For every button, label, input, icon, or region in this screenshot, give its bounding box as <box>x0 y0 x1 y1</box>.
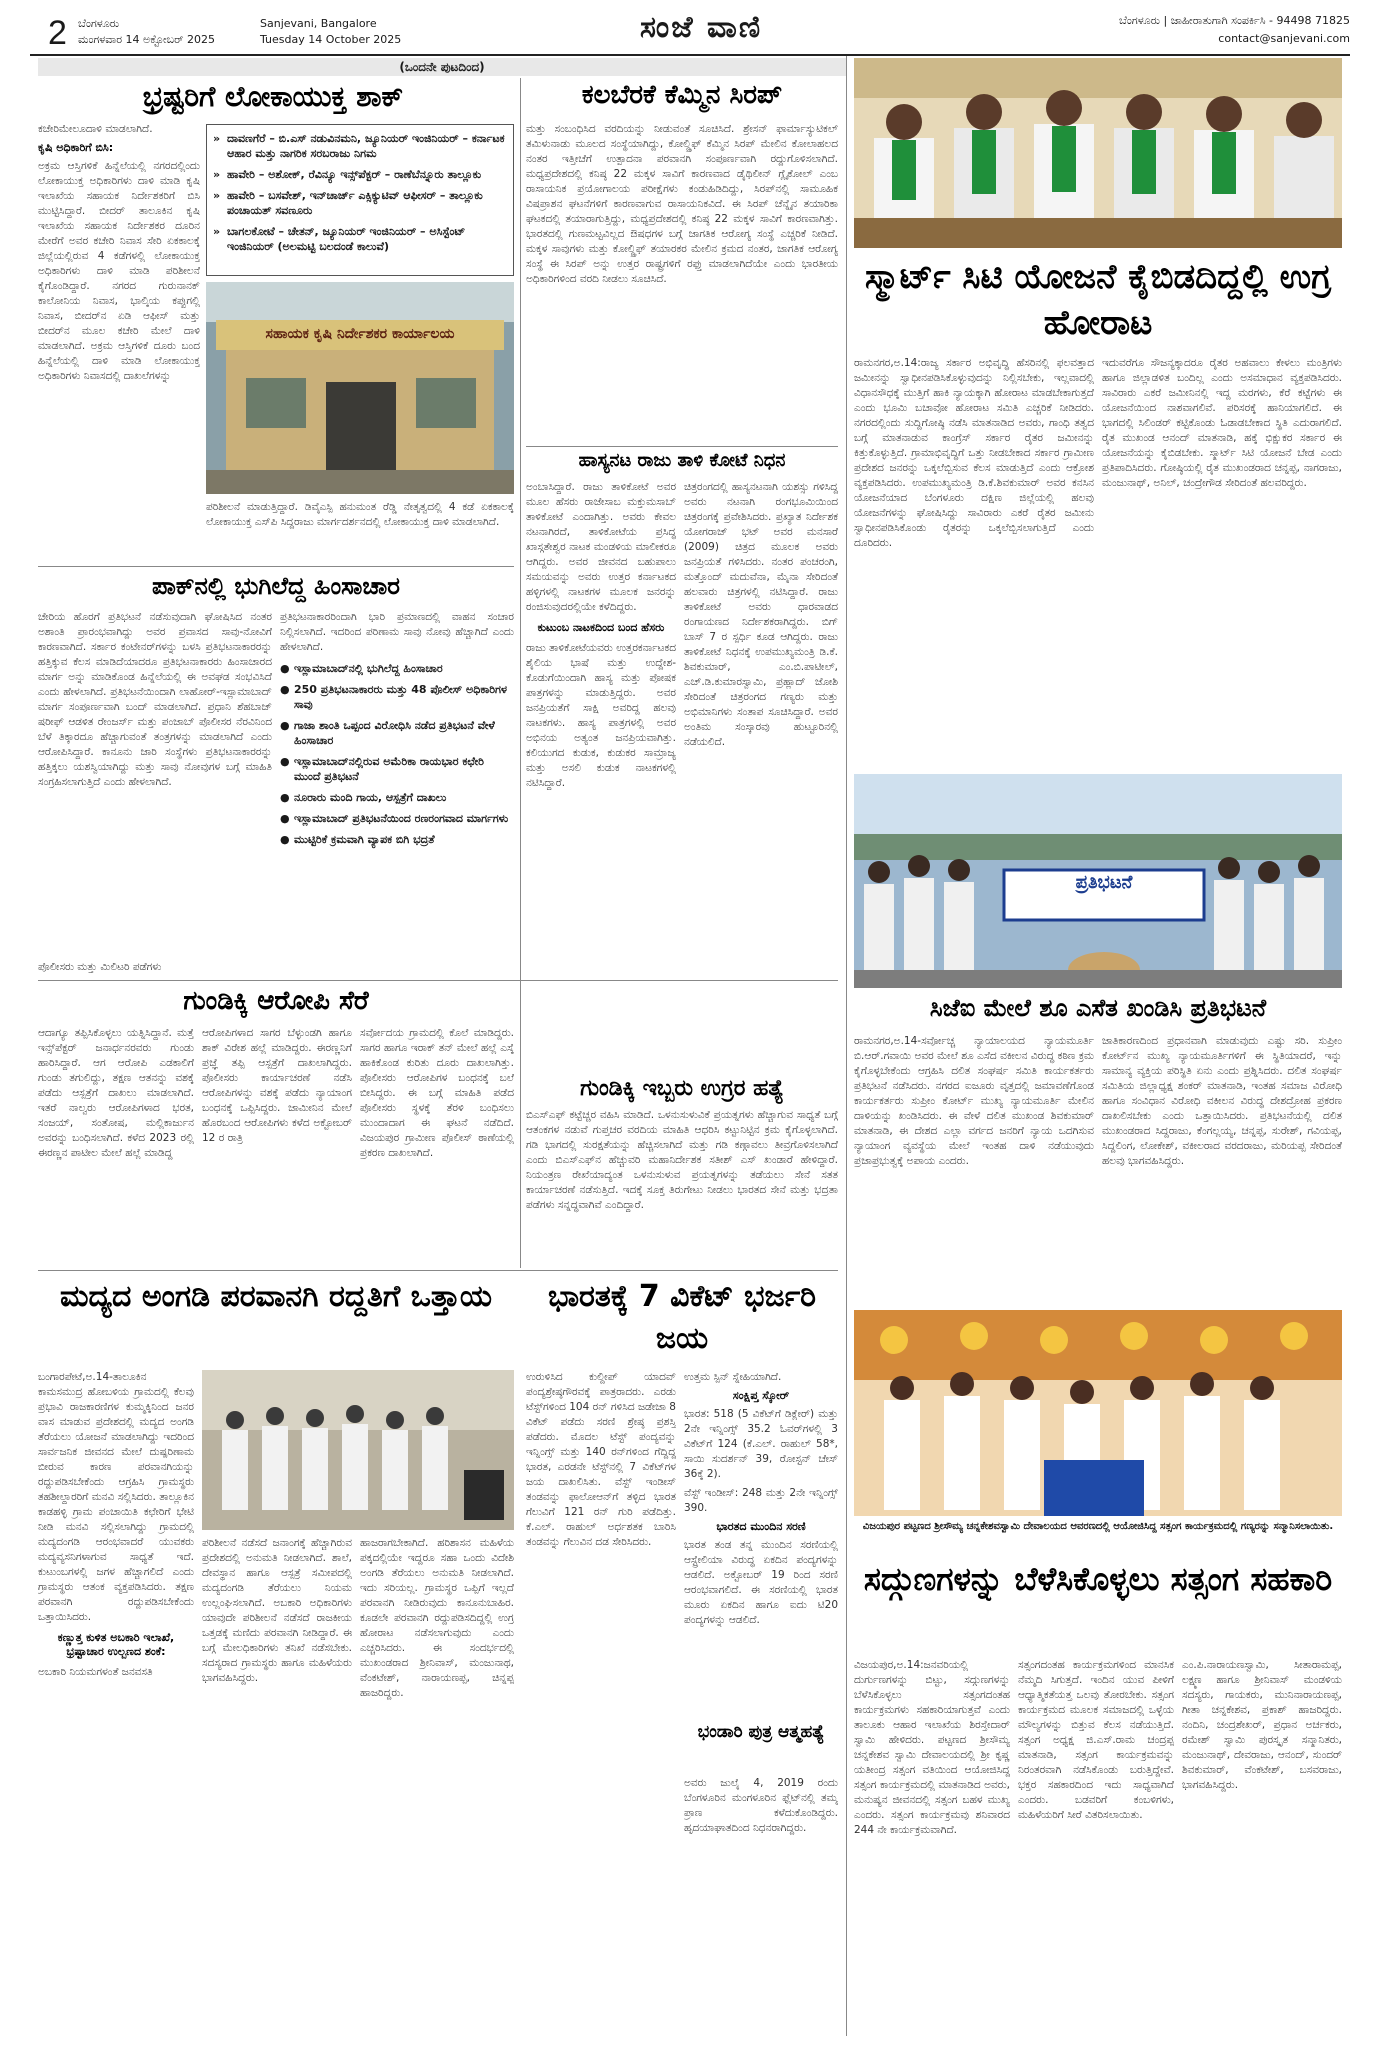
header-edition: Sanjevani, Bangalore <box>260 17 377 30</box>
satsanga-event-photo <box>854 1310 1342 1516</box>
divider <box>38 1270 838 1271</box>
cricket-subhead: ಭಾರತದ ಮುಂದಿನ ಸರಣಿ <box>716 1520 806 1533</box>
cricket-col-1 <box>526 1370 676 2030</box>
header-edition-date <box>260 16 401 48</box>
header-ad-contact: ಬೆಂಗಳೂರು | ಜಾಹೀರಾತುಗಾಗಿ ಸಂಪರ್ಕಿಸಿ - 94498 71825 <box>1118 14 1350 27</box>
pakistan-col-2 <box>280 610 514 966</box>
cricket-body-3: ಭಾರತ ತಂಡ ತನ್ನ ಮುಂದಿನ ಸರಣಿಯಲ್ಲಿ ಆಸ್ಟ್ರೇಲಿಯಾ ವಿರುದ್ಧ ಏಕದಿನ ಪಂದ್ಯಗಳನ್ನು ಆಡಲಿದೆ. ಅಕ್ಟೋಬರ್ 19 ರಿಂದ ಸರಣಿ ಆರಂಭವಾಗಲಿದೆ. ಈ ಸರಣಿಯಲ್ಲಿ ಭಾರತ ಮೂರು ಏಕದಿನ ಹಾಗೂ ಐದು ಟಿ20 ಪಂದ್ಯಗಳನ್ನು ಆಡಲಿದೆ. <box>684 1539 838 1626</box>
pakistan-bullet: ● ಮುಟ್ಟಿರಿಕೆ ಕ್ರಮವಾಗಿ ವ್ಯಾಪಕ ಬಿಗಿ ಭದ್ರತೆ <box>280 832 514 847</box>
cough-headline: ಕಲಬೆರಕೆ ಕೆಮ್ಮಿನ ಸಿರಪ್ <box>581 80 783 110</box>
liquor-protest-photo <box>202 1370 514 1530</box>
satsanga-col-1 <box>854 1658 1010 2030</box>
liquor-body-1: ಬಂಗಾರಪೇಟೆ,ಅ.14-ತಾಲೂಕಿನ ಕಾಮಸಮುದ್ರ ಹೋಬಳಿಯ ಗ್ರಾಮದಲ್ಲಿ ಕೆಲವು ಪ್ರಭಾವಿ ರಾಜಕಾರಣಿಗಳ ಕುಮ್ಮಕ್ಕಿನಿಂದ ಜನರ ವಾಸ ಮಾಡುವ ಪ್ರದೇಶದಲ್ಲಿ ಮದ್ಯದ ಅಂಗಡಿ ತೆರೆಯಲು ಯೋಜನೆ ಮಾಡಲಾಗಿದ್ದು ಇದರಿಂದ ಸಾರ್ವಜನಿಕ ಜೀವನದ ಮೇಲೆ ದುಷ್ಪರಿಣಾಮ ಬೀರುವ ಕಾರಣ ಪರವಾನಗಿಯನ್ನು ರದ್ದುಪಡಿಸಬೇಕೆಂದು ಆಗ್ರಹಿಸಿ ಗ್ರಾಮಸ್ಥರು ತಹಶೀಲ್ದಾರರಿಗೆ ಮನವಿ ಸಲ್ಲಿಸಿದರು. ತಾಲ್ಲೂಕಿನ ಕಾಡಹಳ್ಳಿ ಗ್ರಾಮ ಪಂಚಾಯಿತಿ ಕಛೇರಿಗೆ ಭೇಟಿ ನೀಡಿ ಮನವಿ ಸಲ್ಲಿಸಲಾಗಿದ್ದು ಗ್ರಾಮದಲ್ಲಿ ಮದ್ಯದಂಗಡಿ ಆರಂಭವಾದರೆ ಯುವಕರು ಮದ್ಯವ್ಯಸನಿಗಳಾಗುವ ಸಾಧ್ಯತೆ ಇದೆ. ಕುಟುಂಬಗಳಲ್ಲಿ ಜಗಳ ಹೆಚ್ಚಾಗಲಿದೆ ಎಂದು ಗ್ರಾಮಸ್ಥರು ಆತಂಕ ವ್ಯಕ್ತಪಡಿಸಿದರು. ತಕ್ಷಣ ಪರವಾನಗಿ ರದ್ದುಪಡಿಸಬೇಕೆಂದು ಒತ್ತಾಯಿಸಿದರು. <box>38 1371 194 1623</box>
cji-body-2: ಜಾತಿಕಾರಣದಿಂದ ಪ್ರಧಾನವಾಗಿ ಮಾಡುವುದು ಎಷ್ಟು ಸರಿ. ಸುಪ್ರೀಂ ಕೋರ್ಟ್‌ನ ಮುಖ್ಯ ನ್ಯಾಯಮೂರ್ತಿಗಳಿಗೆ ಈ ಸ್ಥಿತಿಯಾದರೆ, ಇನ್ನು ಸಾಮಾನ್ಯ ವ್ಯಕ್ತಿಯ ಪರಿಸ್ಥಿತಿ ಏನು ಎಂದು ಪ್ರಶ್ನಿಸಿದರು. ದಲಿತ ಸಂಘರ್ಷ ಸಮಿತಿಯ ಜಿಲ್ಲಾಧ್ಯಕ್ಷ ಶಂಕರ್ ಮಾತನಾಡಿ, ಇಂತಹ ಸಮಾಜ ವಿರೋಧಿ ಹಾಗೂ ಸಂವಿಧಾನ ವಿರೋಧಿ ವಕೀಲನ ವಿರುದ್ಧ ದೇಶದ್ರೋಹ ಪ್ರಕರಣ ದಾಖಲಿಸಬೇಕು ಎಂದು ಒತ್ತಾಯಿಸಿದರು. ಪ್ರತಿಭಟನೆಯಲ್ಲಿ ದಲಿತ ಮುಖಂಡರಾದ ಸಿದ್ದರಾಜು, ಕೆಂಗಲ್ಲಯ್ಯ, ಚನ್ನಪ್ಪ, ಸುರೇಶ್, ಗವಿಯಪ್ಪ, ಸಿದ್ದಲಿಂಗ, ಲೋಕೇಶ್, ವಕೀಲರಾದ ವರದರಾಜು, ಮರಿಯಪ್ಪ ಸೇರಿದಂತೆ ಹಲವು ಭಾಗವಹಿಸಿದ್ದರು. <box>1102 1035 1342 1167</box>
continued-kicker <box>38 58 846 76</box>
cough-body: ಮತ್ತು ಸಂಬಂಧಿಸಿದ ವರದಿಯನ್ನು ನೀಡುವಂತೆ ಸೂಚಿಸಿದೆ. ಶ್ರೇಸನ್ ಫಾರ್ಮಾಸ್ಯುಟಿಕಲ್ ತಮಿಳುನಾಡು ಮೂಲದ ಸಂಸ್ಥೆಯಾಗಿದ್ದು, ಕೋಲ್ಡ್ರಿಫ್ ಕೆಮ್ಮಿನ ಸಿರಪ್ ಮೇಲಿನ ಕೋಲಾಹಲದ ನಂತರ ಇತ್ತೀಚೆಗೆ ಉತ್ಪಾದನಾ ಪರವಾನಗಿ ಸಂಪೂರ್ಣವಾಗಿ ರದ್ದುಗೊಳಿಸಲಾಗಿದೆ. ಮಧ್ಯಪ್ರದೇಶದಲ್ಲಿ ಕನಿಷ್ಠ 22 ಮಕ್ಕಳ ಸಾವಿಗೆ ಕಾರಣವಾದ ಡೈಥಿಲೀನ್ ಗ್ಲೈಕೋಲ್ ಎಂಬ ರಾಸಾಯನಿಕ ಪ್ರಯೋಗಾಲಯ ಪರೀಕ್ಷೆಗಳು ಕಂಡುಹಿಡಿದಿದ್ದು, ಸಿರಪ್‌ನಲ್ಲಿ ಸಾಮೂಹಿಕ ವಿಷಪ್ರಾಶನ ಘಟನೆಗಳಿಗೆ ಕಾರಣವಾಗುವ ರಾಸಾಯನಿಕವಿದೆ. ಈ ಸಿರಪ್ ಚೆನ್ನೈನ ತಯಾರಿಕಾ ಘಟಕದಲ್ಲಿ ತಯಾರಾಗುತ್ತಿದ್ದು, ಮಧ್ಯಪ್ರದೇಶದಲ್ಲಿ ಕನಿಷ್ಠ 22 ಮಕ್ಕಳ ಸಾವಿಗೆ ಕಾರಣವಾಗಿತ್ತು. ಭಾರತದಲ್ಲಿ ಗುಣಮಟ್ಟವಿಲ್ಲದ ಔಷಧಗಳ ಬಗ್ಗೆ ಜಾಗತಿಕ ಆರೋಗ್ಯ ಸಂಸ್ಥೆ ಎಚ್ಚರಿಕೆ ನೀಡಿದೆ. ಮಕ್ಕಳ ಸಾವುಗಳು ಮತ್ತು ಕೋಲ್ಡ್ರಿಫ್ ತಯಾರಕರ ಮೇಲಿನ ಕ್ರಮದ ನಂತರ, ಜಾಗತಿಕ ಆರೋಗ್ಯ ಸಂಸ್ಥೆ ಈ ಸಿರಪ್ ಅನ್ನು ಉತ್ತರ ರಾಷ್ಟ್ರಗಳಿಗೆ ರಫ್ತು ಮಾಡಲಾಗಿದೆಯೇ ಎಂದು ಭಾರತೀಯ ಅಧಿಕಾರಿಗಳಿಂದ ವರದಿ ನೀಡಲು ಸೂಚಿಸಿದೆ. <box>526 123 838 285</box>
column-divider <box>520 78 521 1268</box>
cricket-score-2: ವೆಸ್ಟ್ ಇಂಡೀಸ್: 248 ಮತ್ತು 2ನೇ ಇನ್ನಿಂಗ್ಸ್ 390. <box>684 1487 838 1514</box>
satsanga-body-1: ವಿಜಯಪುರ,ಅ.14:ಜನವರಿಯಲ್ಲಿ ದುರ್ಗುಣಗಳನ್ನು ಬಿಟ್ಟು, ಸದ್ಗುಣಗಳನ್ನು ಬೆಳೆಸಿಕೊಳ್ಳಲು ಸತ್ಸಂಗದಂತಹ ಕಾರ್ಯಕ್ರಮಗಳು ಸಹಕಾರಿಯಾಗುತ್ತವೆ ಎಂದು ತಾಲೂಕು ಆಹಾರ ಇಲಾಖೆಯ ಶಿರಸ್ತೇದಾರ್ ಸ್ವಾಮಿ ಹೇಳಿದರು. ಪಟ್ಟಣದ ಶ್ರೀಸೌಮ್ಯ ಚನ್ನಕೇಶವ ಸ್ವಾಮಿ ದೇವಾಲಯದಲ್ಲಿ ಶ್ರೀ ಕೃಷ್ಣ ಯತೀಂದ್ರ ಸತ್ಸಂಗ ವತಿಯಿಂದ ಆಯೋಜಿಸಿದ್ದ ಸತ್ಸಂಗ ಕಾರ್ಯಕ್ರಮದಲ್ಲಿ ಮಾತನಾಡಿದ ಅವರು, ಮನುಷ್ಯನ ಜೀವನದಲ್ಲಿ ಸತ್ಸಂಗ ಬಹಳ ಮುಖ್ಯ ಎಂದರು. ಸತ್ಸಂಗ ಕಾರ್ಯಕ್ರಮವು ಶನಿವಾರದ 244 ನೇ ಕಾರ್ಯಕ್ರಮವಾಗಿದೆ. <box>854 1659 1010 1836</box>
gundikki-col-3 <box>360 1026 514 1266</box>
smartcity-body-1: ರಾಮನಗರ,ಅ.14:ರಾಜ್ಯ ಸರ್ಕಾರ ಅಭಿವೃದ್ಧಿ ಹೆಸರಿನಲ್ಲಿ ಫಲವತ್ತಾದ ಜಮೀನನ್ನು ಸ್ವಾಧೀನಪಡಿಸಿಕೊಳ್ಳುವುದನ್ನು ನಿಲ್ಲಿಸಬೇಕು, ಇಲ್ಲವಾದಲ್ಲಿ ವಿಧಾನಸೌಧಕ್ಕೆ ಮುತ್ತಿಗೆ ಹಾಕಿ ನ್ಯಾಯಕ್ಕಾಗಿ ಹೋರಾಟ ಮಾಡಬೇಕಾಗುತ್ತದೆ ಎಂದು ಭೂಮಿ ಬಚಾವೋ ಹೋರಾಟ ಸಮಿತಿ ಎಚ್ಚರಿಕೆ ನೀಡಿದರು. ನಗರದಲ್ಲಿಂದು ಸುದ್ದಿಗೋಷ್ಠಿ ನಡೆಸಿ ಮಾತನಾಡಿದ ಅವರು, ಗಾಂಧಿ ತತ್ವದ ಬಗ್ಗೆ ಮಾತನಾಡುವ ಕಾಂಗ್ರೆಸ್ ಸರ್ಕಾರ ರೈತರ ಜಮೀನನ್ನು ಕಿತ್ತುಕೊಳ್ಳುತ್ತಿದೆ. ಗ್ರಾಮಾಭಿವೃದ್ಧಿಗೆ ಒತ್ತು ನೀಡಬೇಕಾದ ಸರ್ಕಾರ ಗ್ರಾಮೀಣ ಪ್ರದೇಶದ ಜನರನ್ನು ಒಕ್ಕಲೆಬ್ಬಿಸುವ ಕೆಲಸ ಮಾಡುತ್ತಿದೆ ಎಂದು ಆಕ್ರೋಶ ವ್ಯಕ್ತಪಡಿಸಿದರು. ಉಪಮುಖ್ಯಮಂತ್ರಿ ಡಿ.ಕೆ.ಶಿವಕುಮಾರ್ ಅವರ ಕನಸಿನ ಯೋಜನೆಯಾದ ಬೆಂಗಳೂರು ದಕ್ಷಿಣ ಜಿಲ್ಲೆಯಲ್ಲಿ ಹಲವು ಯೋಜನೆಗಳನ್ನು ಘೋಷಿಸಿದ್ದು ಸಾವಿರಾರು ಎಕರೆ ರೈತರ ಜಮೀನು ಸ್ವಾಧೀನಪಡಿಸಿಕೊಂಡು ರೈತರನ್ನು ಒಕ್ಕಲೆಬ್ಬಿಸಲಾಗುತ್ತಿದೆ ಎಂದು ದೂರಿದರು. <box>854 357 1094 549</box>
gundikki-murder-headline: ಗುಂಡಿಕ್ಕಿ ಇಬ್ಬರು ಉಗ್ರರ ಹತ್ಯೆ <box>580 1076 784 1101</box>
comedian-headline: ಹಾಸ್ಯನಟ ರಾಜು ತಾಳಿ ಕೋಟೆ ನಿಧನ <box>578 450 786 471</box>
cricket-score-1: ಭಾರತ: 518 (5 ವಿಕೆಟ್‌ಗೆ ಡಿಕ್ಲೇರ್) ಮತ್ತು 2ನೇ ಇನ್ನಿಂಗ್ಸ್ 35.2 ಓವರ್‌ಗಳಲ್ಲಿ 3 ವಿಕೆಟ್‌ಗೆ 124 (ಕೆ.ಎಲ್. ರಾಹುಲ್ 58*, ಸಾಯಿ ಸುದರ್ಶನ್ 39, ರೋಸ್ಟನ್ ಚೇಸ್ 36ಕ್ಕೆ 2). <box>684 1408 838 1480</box>
page-number: 2 <box>48 14 67 52</box>
raid-item: » ಹಾವೇರಿ – ಬಸವೇಶ್, ಇನ್‌ಚಾರ್ಜ್ ಎಕ್ಸಿಕ್ಯುಟಿವ್ ಆಫೀಸರ್ – ತಾಲ್ಲೂಕು ಪಂಚಾಯತ್ ಸವಣೂರು <box>213 188 507 218</box>
raid-item: » ಹಾವೇರಿ – ಅಶೋಕ್, ರೆವಿನ್ಯೂ ಇನ್ಸ್‌ಪೆಕ್ಟರ್ – ರಾಣೆಬೆನ್ನೂರು ತಾಲ್ಲೂಕು <box>213 167 507 182</box>
cough-body-col <box>526 122 838 442</box>
liquor-col-2 <box>202 1536 352 2030</box>
header-contact <box>1119 12 1350 48</box>
column-divider <box>846 56 847 2036</box>
cji-body-1: ರಾಮನಗರ,ಅ.14-ಸರ್ವೋಚ್ಚ ನ್ಯಾಯಾಲಯದ ನ್ಯಾಯಮೂರ್ತಿ ಬಿ.ಆರ್.ಗವಾಯಿ ಅವರ ಮೇಲೆ ಶೂ ಎಸೆದ ವಕೀಲನ ವಿರುದ್ಧ ಕಠಿಣ ಕ್ರಮ ಕೈಗೊಳ್ಳಬೇಕೆಂದು ಆಗ್ರಹಿಸಿ ದಲಿತ ಸಂಘರ್ಷ ಸಮಿತಿ ಕಾರ್ಯಕರ್ತರು ಪ್ರತಿಭಟನೆ ನಡೆಸಿದರು. ನಗರದ ಐಜೂರು ವೃತ್ತದಲ್ಲಿ ಜಮಾವಣೆಗೊಂಡ ಕಾರ್ಯಕರ್ತರು ಸುಪ್ರೀಂ ಕೋರ್ಟ್ ಮುಖ್ಯ ನ್ಯಾಯಮೂರ್ತಿ ಮೇಲಿನ ದಾಳಿಯನ್ನು ಖಂಡಿಸಿದರು. ಈ ವೇಳೆ ದಲಿತ ಮುಖಂಡ ಶಿವಕುಮಾರ್ ಮಾತನಾಡಿ, ಈ ದೇಶದ ಎಲ್ಲಾ ವರ್ಗದ ಜನರಿಗೆ ನ್ಯಾಯ ಒದಗಿಸುವ ನ್ಯಾಯಾಂಗ ವ್ಯವಸ್ಥೆಯ ಮೇಲೆ ಇಂತಹ ದಾಳಿ ನಡೆಯುವುದು ಪ್ರಜಾಪ್ರಭುತ್ವಕ್ಕೆ ಅಪಾಯ ಎಂದರು. <box>854 1035 1094 1167</box>
comedian-body-2: ರಾಜು ತಾಳಿಕೋಟೆಯವರು ಉತ್ತರಕರ್ನಾಟಕದ ಶೈಲಿಯ ಭಾಷೆ ಮತ್ತು ಉದ್ದೇಶ-ಕೊಡುಗೆಯಿಂದಾಗಿ ಹಾಸ್ಯ ಮತ್ತು ಪೋಷಕ ಪಾತ್ರಗಳನ್ನು ಮಾಡುತ್ತಿದ್ದರು. ಅವರ ಜನಪ್ರಿಯತೆಗೆ ಸಾಕ್ಷಿ ಅವರಿದ್ದ ಹಲವು ನಾಟಕಗಳು. ಹಾಸ್ಯ ಪಾತ್ರಗಳಲ್ಲಿ ಅವರ ಅಭಿನಯ ಅತ್ಯಂತ ಜನಪ್ರಿಯವಾಗಿತ್ತು. ಕಲಿಯುಗದ ಕುಡುಕ, ಕುಡುಕರ ಸಾಮ್ರಾಜ್ಯ ಮತ್ತು ಅಸಲಿ ಕುಡುಕ ನಾಟಕಗಳಲ್ಲಿ ನಟಿಸಿದ್ದಾರೆ. <box>526 642 676 789</box>
lokayukta-col-1 <box>38 122 200 562</box>
cji-protest-photo <box>854 774 1342 988</box>
comedian-body-1: ಅಂಬಾಸಿದ್ದಾರೆ. ರಾಜು ತಾಳಿಕೋಟೆ ಅವರ ಮೂಲ ಹೆಸರು ರಾಜೇಸಾಬ ಮಕ್ತುಮಸಾಬ್ ತಾಳಿಕೋಟೆ ಎಂದಾಗಿತ್ತು. ಅವರು ಕೇವಲ ನಟನಾಗಿರದೆ, ತಾಳಿಕೋಟೆಯ ಪ್ರಸಿದ್ಧ ಖಾಸ್ಗತೇಶ್ವರ ನಾಟಕ ಮಂಡಳಿಯ ಮಾಲೀಕರೂ ಆಗಿದ್ದರು. ಅವರ ಜೀವನದ ಬಹುಪಾಲು ಸಮಯವನ್ನು ಅವರು ಉತ್ತರ ಕರ್ನಾಟಕದ ಹಳ್ಳಿಗಳಲ್ಲಿ ನಾಟಕಗಳ ಮೂಲಕ ಜನರನ್ನು ರಂಜಿಸುವುದರಲ್ಲಿಯೇ ಕಳೆದಿದ್ದರು. <box>526 481 676 613</box>
pakistan-bullet: ● ನೂರಾರು ಮಂದಿ ಗಾಯ, ಆಸ್ಪತ್ರೆಗೆ ದಾಖಲು <box>280 790 514 805</box>
lokayukta-col-2 <box>206 500 514 562</box>
pakistan-body-2: ಪ್ರತಿಭಟನಾಕಾರರಿಂದಾಗಿ ಭಾರಿ ಪ್ರಮಾಣದಲ್ಲಿ ವಾಹನ ಸಂಚಾರ ನಿಲ್ಲಿಸಲಾಗಿದೆ. ಇದರಿಂದ ಪರಿಣಾಮ ಸಾವು ನೋವು ಹೆಚ್ಚಾಗಿದೆ ಎಂದು ಹೇಳಲಾಗಿದೆ. <box>280 611 514 653</box>
cricket-body-2: ಉತ್ತಮ ಸ್ಪಿನ್ ಸ್ನೇಹಿಯಾಗಿದೆ. <box>684 1371 782 1383</box>
lokayukta-body-2: ಪರಿಶೀಲನೆ ಮಾಡುತ್ತಿದ್ದಾರೆ. ಡಿವೈಎಸ್ಪಿ ಹನುಮಂತ ರೆಡ್ಡಿ ನೇತೃತ್ವದಲ್ಲಿ 4 ಕಡೆ ಏಕಕಾಲಕ್ಕೆ ಲೋಕಾಯುಕ್ತ ಎಸ್‌ಪಿ ಸಿದ್ದರಾಜು ಮಾರ್ಗದರ್ಶನದಲ್ಲಿ ಲೋಕಾಯುಕ್ತ ದಾಳಿ ಮಾಡಲಾಗಿದೆ. <box>206 501 514 528</box>
liquor-subhead: ಕಣ್ಣುತ್ತ ಕುಳಿತ ಅಬಕಾರಿ ಇಲಾಖೆ, ಭ್ರಷ್ಟಾಚಾರ ಉಲ್ಬಣದ ಶಂಕೆ: <box>57 1631 175 1658</box>
smartcity-body-2: ಇದುವರೆಗೂ ಸೌಜನ್ಯಕ್ಕಾದರೂ ರೈತರ ಅಹವಾಲು ಕೇಳಲು ಮಂತ್ರಿಗಳು ಹಾಗೂ ಜಿಲ್ಲಾಡಳಿತ ಬಂದಿಲ್ಲ ಎಂದು ಅಸಮಾಧಾನ ವ್ಯಕ್ತಪಡಿಸಿದರು. ಸಾವಿರಾರು ಎಕರೆ ಜಮೀನಿನಲ್ಲಿ ಇದ್ದ ಮರಗಳು, ಕೆರೆ ಕಟ್ಟೆಗಳು ಈ ಯೋಜನೆಯಿಂದ ನಾಶವಾಗಲಿವೆ. ಪರಿಸರಕ್ಕೆ ಹಾನಿಯಾಗಲಿದೆ. ಈ ಭಾಗದಲ್ಲಿ ಸಿಲಿಂಡರ್ ಕಟ್ಟಿಕೊಂಡು ಓಡಾಡಬೇಕಾದ ಸ್ಥಿತಿ ಎದುರಾಗಲಿದೆ. ರೈತ ಮುಖಂಡ ಆನಂದ್ ಮಾತನಾಡಿ, ಹಕ್ಕೆ ಭಿಕ್ಷುಕರ ಸರ್ಕಾರ ಈ ಯೋಜನೆಯನ್ನು ಕೈಬಿಡಬೇಕು. ಸ್ಮಾರ್ಟ್ ಸಿಟಿ ಯೋಜನೆ ಬೇಡ ಎಂದು ಪ್ರತಿಪಾದಿಸಿದರು. ಗೋಷ್ಠಿಯಲ್ಲಿ ರೈತ ಮುಖಂಡರಾದ ಚನ್ನಪ್ಪ, ನಾಗರಾಜು, ಮಂಜುನಾಥ್, ಅನಿಲ್, ಚಂದ್ರೇಗೌಡ ಸೇರಿದಂತೆ ಹಲವರಿದ್ದರು. <box>1102 357 1342 489</box>
divider <box>526 446 838 447</box>
lokayukta-intro: ಕಚೇರಿಮೇಲೂದಾಳಿ ಮಾಡಲಾಗಿದೆ. <box>38 123 153 135</box>
satsanga-col-2 <box>1018 1658 1174 2030</box>
raid-item: » ದಾವಣಗೆರೆ – ಬಿ.ಎಸ್ ನಡುವಿನಮನಿ, ಜ್ಯೂನಿಯರ್ ಇಂಜಿನಿಯರ್ – ಕರ್ನಾಟಕ ಆಹಾರ ಮತ್ತು ನಾಗರಿಕ ಸರಬರಾಜು ನಿಗಮ <box>213 131 507 161</box>
header-city-date <box>78 16 215 48</box>
pakistan-bullet: ● ಇಸ್ಲಾಮಾಬಾದ್ ಪ್ರತಿಭಟನೆಯಿಂದ ರಣರಂಗವಾದ ಮಾರ್ಗಗಳು <box>280 811 514 826</box>
pakistan-bullet: ● ಇಸ್ಲಾಮಾಬಾದ್‌ನಲ್ಲಿ ಭುಗಿಲೆದ್ದ ಹಿಂಸಾಚಾರ <box>280 661 514 676</box>
lokayukta-raid-list <box>206 124 514 276</box>
cricket-body-1: ಉರುಳಿಸಿದ ಕುಲ್ದೀಪ್ ಯಾದವ್ ಪಂದ್ಯಶ್ರೇಷ್ಠಗೌರವಕ್ಕೆ ಪಾತ್ರರಾದರು. ಎರಡು ಟೆಸ್ಟ್‌ಗಳಿಂದ 104 ರನ್ ಗಳಿಸಿದ ಜಡೇಜಾ 8 ವಿಕೆಟ್ ಪಡೆದು ಸರಣಿ ಶ್ರೇಷ್ಠ ಪ್ರಶಸ್ತಿ ಪಡೆದರು. ಮೊದಲ ಟೆಸ್ಟ್ ಪಂದ್ಯವನ್ನು ಇನ್ನಿಂಗ್ಸ್ ಮತ್ತು 140 ರನ್‌ಗಳಿಂದ ಗೆದ್ದಿದ್ದ ಭಾರತ, ಎರಡನೇ ಟೆಸ್ಟ್‌ನಲ್ಲಿ 7 ವಿಕೆಟ್‌ಗಳ ಜಯ ದಾಖಲಿಸಿತು. ವೆಸ್ಟ್ ಇಂಡೀಸ್ ತಂಡವನ್ನು ಫಾಲೋಆನ್‌ಗೆ ತಳ್ಳಿದ ಭಾರತ ಗೆಲುವಿಗೆ 121 ರನ್ ಗುರಿ ಪಡೆದಿತ್ತು. ಕೆ.ಎಲ್. ರಾಹುಲ್ ಅರ್ಧಶತಕ ಬಾರಿಸಿ ತಂಡವನ್ನು ಗೆಲುವಿನ ದಡ ಸೇರಿಸಿದರು. <box>526 1371 676 1548</box>
lokayukta-headline: ಭ್ರಷ್ಟರಿಗೆ ಲೋಕಾಯುಕ್ತ ಶಾಕ್ <box>142 80 404 113</box>
liquor-headline: ಮದ್ಯದ ಅಂಗಡಿ ಪರವಾನಗಿ ರದ್ದತಿಗೆ ಒತ್ತಾಯ <box>59 1279 493 1314</box>
cji-headline: ಸಿಜೆಐ ಮೇಲೆ ಶೂ ಎಸೆತ ಖಂಡಿಸಿ ಪ್ರತಿಭಟನೆ <box>929 994 1267 1022</box>
comedian-col-1 <box>526 480 676 974</box>
comedian-body-3: ಚಿತ್ರರಂಗದಲ್ಲಿ ಹಾಸ್ಯನಟನಾಗಿ ಯಶಸ್ಸು ಗಳಿಸಿದ್ದ ಅವರು ನಟನಾಗಿ ರಂಗಭೂಮಿಯಿಂದ ಚಿತ್ರರಂಗಕ್ಕೆ ಪ್ರವೇಶಿಸಿದರು. ಪ್ರಖ್ಯಾತ ನಿರ್ದೇಶಕ ಯೋಗರಾಜ್ ಭಟ್ ಅವರ ಮನಸಾರೆ (2009) ಚಿತ್ರದ ಮೂಲಕ ಅವರು ಜನಪ್ರಿಯತೆ ಗಳಿಸಿದರು. ನಂತರ ಪಂಚರಂಗಿ, ಮತ್ತೊಂದ್ ಮದುವೆನಾ, ಮೈನಾ ಸೇರಿದಂತೆ ಹಲವಾರು ಚಿತ್ರಗಳಲ್ಲಿ ನಟಿಸಿದ್ದಾರೆ. ರಾಜು ತಾಳಿಕೋಟೆ ಅವರು ಧಾರವಾಡದ ರಂಗಾಯಣದ ನಿರ್ದೇಶಕರಾಗಿದ್ದರು. ಬಿಗ್ ಬಾಸ್ 7 ರ ಸ್ಪರ್ಧಿ ಕೂಡ ಆಗಿದ್ದರು. ರಾಜು ತಾಳಿಕೋಟೆ ನಿಧನಕ್ಕೆ ಉಪಮುಖ್ಯಮಂತ್ರಿ ಡಿ.ಕೆ. ಶಿವಕುಮಾರ್, ಎಂ.ಬಿ.ಪಾಟೀಲ್, ಎಚ್.ಡಿ.ಕುಮಾರಸ್ವಾಮಿ, ಪ್ರಹ್ಲಾದ್ ಜೋಶಿ ಸೇರಿದಂತೆ ಚಿತ್ರರಂಗದ ಗಣ್ಯರು ಮತ್ತು ಅಭಿಮಾನಿಗಳು ಸಂತಾಪ ಸೂಚಿಸಿದ್ದಾರೆ. ಅವರ ಅಂತಿಮ ಸಂಸ್ಕಾರವು ಹುಟ್ಟೂರಿನಲ್ಲಿ ನಡೆಯಲಿದೆ. <box>684 481 838 748</box>
cricket-headline: ಭಾರತಕ್ಕೆ 7 ವಿಕೆಟ್ ಭರ್ಜರಿ ಜಯ <box>547 1279 817 1356</box>
lokayukta-subhead: ಕೃಷಿ ಅಧಿಕಾರಿಗೆ ಬಿಸಿ: <box>38 141 114 154</box>
satsanga-col-3 <box>1182 1658 1342 2030</box>
header-date-kn: ಮಂಗಳವಾರ 14 ಅಕ್ಟೋಬರ್ 2025 <box>78 33 215 46</box>
liquor-col-1 <box>38 1370 194 2030</box>
divider <box>38 980 838 981</box>
satsanga-photo-caption: ವಿಜಯಪುರ ಪಟ್ಟಣದ ಶ್ರೀಸೌಮ್ಯ ಚನ್ನಕೇಶವಸ್ವಾಮಿ ದೇವಾಲಯದ ಆವರಣದಲ್ಲಿ ಆಯೋಜಿಸಿದ್ದ ಸತ್ಸಂಗ ಕಾರ್ಯಕ್ರಮದಲ್ಲಿ ಗಣ್ಯರನ್ನು ಸನ್ಮಾನಿಸಲಾಯಿತು. <box>862 1521 1334 1532</box>
cji-col-2 <box>1102 1034 1342 1304</box>
gundikki-body-1: ಆದಾಗ್ಯೂ ತಪ್ಪಿಸಿಕೊಳ್ಳಲು ಯತ್ನಿಸಿದ್ದಾನೆ. ಮತ್ತೆ ಇನ್ಸ್‌ಪೆಕ್ಟರ್ ಜನಾರ್ಧನರವರು ಗುಂಡು ಹಾರಿಸಿದ್ದಾರೆ. ಆಗ ಆರೋಪಿ ಎಡಕಾಲಿಗೆ ಗುಂಡು ತಗುಲಿದ್ದು, ತಕ್ಷಣ ಆತನನ್ನು ವಶಕ್ಕೆ ಪಡೆದು ಆಸ್ಪತ್ರೆಗೆ ದಾಖಲು ಮಾಡಲಾಗಿದೆ. ಇತರೆ ನಾಲ್ವರು ಆರೋಪಿಗಳಾದ ಭರತ, ಸಂಜಯ್, ಸಂತೋಷ, ಮಲ್ಲಿಕಾರ್ಜುನ ಅವರನ್ನು ಬಂಧಿಸಲಾಗಿದೆ. ಕಳೆದ 2023 ರಲ್ಲಿ ಈರಣ್ಣನ ಪಾಟೀಲ ಮೇಲೆ ಹಲ್ಲೆ ಮಾಡಿದ್ದ <box>38 1027 194 1159</box>
liquor-col-3 <box>360 1536 514 2030</box>
farmers-press-photo <box>854 58 1342 248</box>
pakistan-col-1 <box>38 610 272 966</box>
bhandari-body: ಅವರು ಜುಲೈ 4, 2019 ರಂದು ಬೆಂಗಳೂರಿನ ಮಂಗಳೂರಿನ ಫ್ಲೆಟ್‌ನಲ್ಲಿ ತಮ್ಮ ಪ್ರಾಣ ಕಳೆದುಕೊಂಡಿದ್ದರು. ಹೃದಯಾಘಾತದಿಂದ ನಿಧನರಾಗಿದ್ದರು. <box>684 1777 838 1834</box>
satsanga-headline: ಸದ್ಗುಣಗಳನ್ನು ಬೆಳೆಸಿಕೊಳ್ಳಲು ಸತ್ಸಂಗ ಸಹಕಾರಿ <box>863 1560 1333 1598</box>
comedian-col-2 <box>684 480 838 974</box>
header-email[interactable]: contact@sanjevani.com <box>1218 32 1350 45</box>
divider <box>38 566 514 567</box>
office-signboard: ಸಹಾಯಕ ಕೃಷಿ ನಿರ್ದೇಶಕರ ಕಾರ್ಯಾಲಯ <box>265 326 455 342</box>
header-date-en: Tuesday 14 October 2025 <box>260 33 402 46</box>
gundikki-body-3: ಸರ್ವೋದಯ ಗ್ರಾಮದಲ್ಲಿ ಕೊಲೆ ಮಾಡಿದ್ದರು. ಸಾಗರ ಹಾಗೂ ಇರಾಕ್ ತನ್ ಮೇಲೆ ಹಲ್ಲೆ ಎಸ್ಕೆ ಹಾಕಿಕೊಂಡ ಕುರಿತು ದೂರು ದಾಖಲಾಗಿತ್ತು. ಪೊಲೀಸರು ಆರೋಪಿಗಳ ಬಂಧನಕ್ಕೆ ಬಲೆ ಬೀಸಿದ್ದರು. ಈ ಬಗ್ಗೆ ಮಾಹಿತಿ ಪಡೆದ ಪೊಲೀಸರು ಸ್ಥಳಕ್ಕೆ ತೆರಳಿ ಬಂಧಿಸಲು ಮುಂದಾದಾಗ ಈ ಘಟನೆ ನಡೆದಿದೆ. ವಿಜಯಪುರ ಗ್ರಾಮೀಣ ಪೊಲೀಸ್ ಠಾಣೆಯಲ್ಲಿ ಪ್ರಕರಣ ದಾಖಲಾಗಿದೆ. <box>360 1027 514 1159</box>
smartcity-headline: ಸ್ಮಾರ್ಟ್ ಸಿಟಿ ಯೋಜನೆ ಕೈಬಿಡದಿದ್ದಲ್ಲಿ ಉಗ್ರ ಹೋರಾಟ <box>865 257 1331 343</box>
gundikki-murder-body: ಬಿಎಸ್‌ಎಫ್ ಕಟ್ಟೆಚ್ಚರ ವಹಿಸಿ ಮಾಡಿದೆ. ಒಳನುಸುಳುವಿಕೆ ಪ್ರಯತ್ನಗಳು ಹೆಚ್ಚಾಗುವ ಸಾಧ್ಯತೆ ಬಗ್ಗೆ ಆತಂಕಗಳ ನಡುವೆ ಗುಪ್ತಚರ ವರದಿಯ ಮಾಹಿತಿ ಆಧರಿಸಿ ಕಟ್ಟುನಿಟ್ಟಿನ ಕ್ರಮ ಕೈಗೊಳ್ಳಲಾಗಿದೆ. ಗಡಿ ಭಾಗದಲ್ಲಿ ಸುರಕ್ಷತೆಯನ್ನು ಹೆಚ್ಚಿಸಲಾಗಿದೆ ಮತ್ತು ಗಡಿ ಕಣ್ಗಾವಲು ತೀವ್ರಗೊಳಿಸಲಾಗಿದೆ ಎಂದು ಬಿಎಸ್‌ಎಫ್‌ನ ಹೆಚ್ಚುವರಿ ಮಹಾನಿರ್ದೇಶಕ ಸತೀಶ್ ಎಸ್ ಖಂಡಾರೆ ಹೇಳಿದ್ದಾರೆ. ನಿಯಂತ್ರಣ ರೇಖೆಯಾದ್ಯಂತ ಒಳನುಸುಳುವ ಪ್ರಯತ್ನಗಳನ್ನು ತಡೆಯಲು ಸೇನೆ ಸತತ ಕಾರ್ಯಾಚರಣೆ ನಡೆಸುತ್ತಿದೆ. ಇದಕ್ಕೆ ಸೂಕ್ತ ತಿರುಗೇಟು ನೀಡಲು ಭಾರತದ ಸೇನೆ ಮತ್ತು ಭದ್ರತಾ ಪಡೆಗಳು ಸನ್ನದ್ಧವಾಗಿವೆ ಎಂದಿದ್ದಾರೆ. <box>526 1109 838 1211</box>
cricket-score-title: ಸಂಕ್ಷಿಪ್ತ ಸ್ಕೋರ್ <box>732 1389 790 1402</box>
pakistan-bullet: ● 250 ಪ್ರತಿಭಟನಾಕಾರರು ಮತ್ತು 48 ಪೊಲೀಸ್ ಅಧಿಕಾರಿಗಳ ಸಾವು <box>280 682 514 712</box>
gundikki-body-2: ಆರೋಪಿಗಳಾದ ಸಾಗರ ಬೆಳ್ಳುಂಡಗಿ ಹಾಗೂ ಶಾಕ್ ವಿರೇಶ ಹಲ್ಲೆ ಮಾಡಿದ್ದರು. ಈರಣ್ಣನಿಗೆ ಪ್ರಜ್ಞೆ ತಪ್ಪಿ ಆಸ್ಪತ್ರೆಗೆ ದಾಖಲಾಗಿದ್ದರು. ಪೊಲೀಸರು ಕಾರ್ಯಾಚರಣೆ ನಡೆಸಿ ಆರೋಪಿಗಳನ್ನು ವಶಕ್ಕೆ ಪಡೆದು ನ್ಯಾಯಾಂಗ ಬಂಧನಕ್ಕೆ ಒಪ್ಪಿಸಿದ್ದರು. ಜಾಮೀನಿನ ಮೇಲೆ ಹೊರಬಂದ ಆರೋಪಿಗಳು ಕಳೆದ ಅಕ್ಟೋಬರ್ 12 ರ ರಾತ್ರಿ <box>202 1027 352 1144</box>
liquor-body-3: ಹಾಜರಾಗಬೇಕಾಗಿದೆ. ಹರಿಶಾಸನ ಮಹಿಳೆಯ ಪಕ್ಕದಲ್ಲಿಯೇ ಇದ್ದರೂ ಸಹಾ ಒಂದು ವಿದೇಶಿ ಅಂಗಡಿ ತೆರೆಯಲು ಅನುಮತಿ ನೀಡಲಾಗಿದೆ. ಇದು ಸರಿಯಲ್ಲ. ಗ್ರಾಮಸ್ಥರ ಒಪ್ಪಿಗೆ ಇಲ್ಲದೆ ಪರವಾನಗಿ ನೀಡಿರುವುದು ಕಾನೂನುಬಾಹಿರ. ಕೂಡಲೇ ಪರವಾನಗಿ ರದ್ದುಪಡಿಸದಿದ್ದಲ್ಲಿ ಉಗ್ರ ಹೋರಾಟ ನಡೆಸಲಾಗುವುದು ಎಂದು ಎಚ್ಚರಿಸಿದರು. ಈ ಸಂದರ್ಭದಲ್ಲಿ ಮುಖಂಡರಾದ ಶ್ರೀನಿವಾಸ್, ಮಂಜುನಾಥ, ವೆಂಕಟೇಶ್, ನಾರಾಯಣಪ್ಪ, ಚಿನ್ನಪ್ಪ ಹಾಜರಿದ್ದರು. <box>360 1537 514 1699</box>
pakistan-headline: ಪಾಕ್‌ನಲ್ಲಿ ಭುಗಿಲೆದ್ದ ಹಿಂಸಾಚಾರ <box>152 572 400 600</box>
agri-office-photo <box>206 282 514 494</box>
kicker-text: (ಒಂದನೇ ಪುಟದಿಂದ) <box>38 58 846 76</box>
pakistan-bullet: ● ಗಾಜಾ ಶಾಂತಿ ಒಪ್ಪಂದ ವಿರೋಧಿಸಿ ನಡೆದ ಪ್ರತಿಭಟನೆ ವೇಳೆ ಹಿಂಸಾಚಾರ <box>280 718 514 748</box>
cji-col-1 <box>854 1034 1094 1304</box>
header-city: ಬೆಂಗಳೂರು <box>78 17 120 30</box>
satsanga-body-2: ಸತ್ಸಂಗದಂತಹ ಕಾರ್ಯಕ್ರಮಗಳಿಂದ ಮಾನಸಿಕ ನೆಮ್ಮದಿ ಸಿಗುತ್ತದೆ. ಇಂದಿನ ಯುವ ಪೀಳಿಗೆ ಆಧ್ಯಾತ್ಮಿಕತೆಯತ್ತ ಒಲವು ತೋರಬೇಕು. ಸತ್ಸಂಗ ಕಾರ್ಯಕ್ರಮದ ಮೂಲಕ ಸಮಾಜದಲ್ಲಿ ಒಳ್ಳೆಯ ಮೌಲ್ಯಗಳನ್ನು ಬಿತ್ತುವ ಕೆಲಸ ನಡೆಯುತ್ತಿದೆ. ಸತ್ಸಂಗ ಅಧ್ಯಕ್ಷ ಜಿ.ಎಸ್.ರಾಮ ಚಂದ್ರಪ್ಪ ಮಾತನಾಡಿ, ಸತ್ಸಂಗ ಕಾರ್ಯಕ್ರಮವನ್ನು ನಿರಂತರವಾಗಿ ನಡೆಸಿಕೊಂಡು ಬರುತ್ತಿದ್ದೇವೆ. ಭಕ್ತರ ಸಹಕಾರದಿಂದ ಇದು ಸಾಧ್ಯವಾಗಿದೆ ಎಂದರು. ಬಡವರಿಗೆ ಕಂಬಳಿಗಳು, ಮಹಿಳೆಯರಿಗೆ ಸೀರೆ ವಿತರಿಸಲಾಯಿತು. <box>1018 1659 1174 1821</box>
page-header <box>30 8 1350 54</box>
lokayukta-body-1: ಅಕ್ರಮ ಆಸ್ತಿಗಳಿಕೆ ಹಿನ್ನೆಲೆಯಲ್ಲಿ ನಗರದಲ್ಲಿಂದು ಲೋಕಾಯುಕ್ತ ಅಧಿಕಾರಿಗಳು ದಾಳಿ ಮಾಡಿ ಕೃಷಿ ಇಲಾಖೆಯ ಸಹಾಯಕ ನಿರ್ದೇಶಕರಿಗೆ ಬಿಸಿ ಮುಟ್ಟಿಸಿದ್ದಾರೆ. ಬೀದರ್ ತಾಲೂಕಿನ ಕೃಷಿ ಇಲಾಖೆಯ ಸಹಾಯಕ ನಿರ್ದೇಶಕರ ದೂರಿನ ಮೇರೆಗೆ ಅವರ ಕಚೇರಿ ನಿವಾಸ ಸೇರಿ ಏಕಕಾಲಕ್ಕೆ ಜಿಲ್ಲೆಯಲ್ಲಿರುವ 4 ಕಡೆಗಳಲ್ಲಿ ಲೋಕಾಯುಕ್ತ ಅಧಿಕಾರಿಗಳು ದಾಳಿ ಮಾಡಿ ಪರಿಶೀಲನೆ ಕೈಗೊಂಡಿದ್ದಾರೆ. ನಗರದ ಗುರುನಾನಕ್ ಕಾಲೋನಿಯ ನಿವಾಸ, ಭಾಲ್ಕಿಯ ಕಪ್ಪುಗಲ್ಲಿ ನಿವಾಸ, ಬೀದರ್‌ನ ಏಡಿ ಆಫೀಸ್ ಮತ್ತು ಬೀದರ್‌ನ ಮೂಲ ಕಚೇರಿ ಮೇಲೆ ದಾಳಿ ಮಾಡಲಾಗಿದೆ. ಅಕ್ರಮ ಆಸ್ತಿಗಳಿಕೆ ದೂರು ಬಂದ ಹಿನ್ನೆಲೆಯಲ್ಲಿ ದಾಳಿ ಮಾಡಿ ಲೋಕಾಯುಕ್ತ ಅಧಿಕಾರಿಗಳು ನಿವಾಸದಲ್ಲಿ ದಾಖಲೆಗಳನ್ನು <box>38 160 200 382</box>
comedian-subhead: ಕುಟುಂಬ ನಾಟಕದಿಂದ ಬಂದ ಹೆಸರು <box>537 621 665 634</box>
pakistan-tail-text: ಪೊಲೀಸರು ಮತ್ತು ಮಿಲಿಟರಿ ಪಡೆಗಳು <box>38 961 162 973</box>
pakistan-bullet: ● ಇಸ್ಲಾಮಾಬಾದ್‌ನಲ್ಲಿರುವ ಅಮೆರಿಕಾ ರಾಯಭಾರ ಕಛೇರಿ ಮುಂದೆ ಪ್ರತಿಭಟನೆ <box>280 754 514 784</box>
header-rule <box>30 54 1350 56</box>
protest-banner-text: ಪ್ರತಿಭಟನೆ <box>1075 872 1133 893</box>
masthead-logo: ಸಂಜೆ ವಾಣಿ <box>640 10 763 45</box>
bhandari-col <box>684 1776 838 2030</box>
raid-item: » ಬಾಗಲಕೋಟೆ – ಚೇತನ್, ಜ್ಯೂನಿಯರ್ ಇಂಜಿನಿಯರ್ – ಅಸಿಸ್ಟೆಂಟ್ ಇಂಜಿನಿಯರ್ (ಅಲಮಟ್ಟಿ ಬಲದಂಡೆ ಕಾಲುವೆ) <box>213 224 507 254</box>
bhandari-headline: ಭಂಡಾರಿ ಪುತ್ರ ಆತ್ಮಹತ್ಯೆ <box>697 1722 825 1742</box>
pakistan-tail <box>38 960 272 976</box>
gundikki-murder-col <box>526 1108 838 1266</box>
gundikki-accused-headline: ಗುಂಡಿಕ್ಕಿ ಆರೋಪಿ ಸೆರೆ <box>183 986 369 1016</box>
satsanga-body-3: ಎಂ.ಪಿ.ನಾರಾಯಣಸ್ವಾಮಿ, ಸೀತಾರಾಮಪ್ಪ, ಲಕ್ಷ್ಮಣ ಹಾಗೂ ಶ್ರೀನಿವಾಸ್ ಮಂಡಳಿಯ ಸದಸ್ಯರು, ಗಾಯಕರು, ಮುನಿನಾರಾಯಣಪ್ಪ, ಗೀತಾ ಚನ್ನಕೇಶವ, ಪ್ರಕಾಶ್ ಹಾಜರಿದ್ದರು. ನಂದಿನಿ, ಚಂದ್ರಶೇಖರ್, ಪ್ರಧಾನ ಅರ್ಚಕರು, ರಮೇಶ್ ಸ್ವಾಮಿ ಪುರಸ್ಕೃತ ಸನ್ಮಾನಿತರು, ಮಂಜುನಾಥ್, ದೇವರಾಜು, ಆನಂದ್, ಸುಂದರ್ ಶಿವಕುಮಾರ್, ವೆಂಕಟೇಶ್, ಬಸವರಾಜು, ಭಾಗವಹಿಸಿದ್ದರು. <box>1182 1659 1342 1791</box>
smartcity-col-2 <box>1102 356 1342 766</box>
liquor-body-1b: ಅಬಕಾರಿ ನಿಯಮಗಳಂತೆ ಜನವಸತಿ <box>38 1666 153 1678</box>
smartcity-col-1 <box>854 356 1094 766</box>
cricket-col-2 <box>684 1370 838 1710</box>
gundikki-col-1 <box>38 1026 194 1266</box>
liquor-body-2: ಪರಿಶೀಲನೆ ನಡೆಸದೆ ಜನಾಂಗಕ್ಕೆ ಹೆಚ್ಚಾಗಿರುವ ಪ್ರದೇಶದಲ್ಲಿ ಅನುಮತಿ ನೀಡಲಾಗಿದೆ. ಶಾಲೆ, ದೇವಸ್ಥಾನ ಹಾಗೂ ಆಸ್ಪತ್ರೆ ಸಮೀಪದಲ್ಲಿ ಮದ್ಯದಂಗಡಿ ತೆರೆಯಲು ನಿಯಮ ಉಲ್ಲಂಘಿಸಲಾಗಿದೆ. ಅಬಕಾರಿ ಅಧಿಕಾರಿಗಳು ಯಾವುದೇ ಪರಿಶೀಲನೆ ನಡೆಸದೆ ರಾಜಕೀಯ ಒತ್ತಡಕ್ಕೆ ಮಣಿದು ಪರವಾನಗಿ ನೀಡಿದ್ದಾರೆ. ಈ ಬಗ್ಗೆ ಮೇಲಧಿಕಾರಿಗಳು ತನಿಖೆ ನಡೆಸಬೇಕು. ಸದಸ್ಯರಾದ ಗ್ರಾಮಸ್ಥರು ಹಾಗೂ ಮಹಿಳೆಯರು ಭಾಗವಹಿಸಿದ್ದರು. <box>202 1537 352 1684</box>
gundikki-col-2 <box>202 1026 352 1266</box>
pakistan-body: ಚೇರಿಯ ಹೊರಗೆ ಪ್ರತಿಭಟನೆ ನಡೆಸುವುದಾಗಿ ಘೋಷಿಸಿದ ನಂತರ ಅಶಾಂತಿ ಪ್ರಾರಂಭವಾಗಿದ್ದು ಅವರ ಪ್ರವಾಸದ ಸಾವು-ನೋವಿಗೆ ಕಾರಣವಾಗಿದೆ. ಸರ್ಕಾರ ಕಂಟೇನರ್‌ಗಳನ್ನು ಬಳಸಿ ಪ್ರತಿಭಟನಾಕಾರರನ್ನು ಹತ್ತಿಕ್ಕುವ ಕೆಲಸ ಮಾಡಿದೆಯಾದರೂ ಪ್ರತಿಭಟನಾಕಾರರು ಹಿಂಸಾಚಾರದ ಮಾರ್ಗ ಅನ್ನು ಮಾಡಿಕೊಂಡ ಹಿನ್ನೆಲೆಯಲ್ಲಿ ಈ ಅವಘಡ ಸಂಭವಿಸಿದೆ ಎಂದು ಹೇಳಲಾಗಿದೆ. ಪ್ರತಿಭಟನೆಯಿಂದಾಗಿ ಲಾಹೋರ್-ಇಸ್ಲಾಮಾಬಾದ್ ಮಾರ್ಗ ಸಂಪೂರ್ಣವಾಗಿ ಬಂದ್ ಮಾಡಲಾಗಿದೆ. ಪ್ರಧಾನಿ ಶೆಹಬಾಜ್ ಷರೀಫ್ ಆಡಳಿತ ರೇಂಜರ್ಸ್ ಮತ್ತು ಪಂಜಾಬ್ ಪೊಲೀಸರ ನೆರವಿನಿಂದ ಬೆಳೆ ತಿಕ್ಕಾರದೂ ಹೆಚ್ಚಾಗುವಂತೆ ತಂತ್ರಗಳನ್ನು ಮಾಡಲಾಗಿದೆ ಎಂದು ಆರೋಪಿಸಿದ್ದಾರೆ. ಕಾನೂನು ಜಾರಿ ಸಂಸ್ಥೆಗಳು ಪ್ರತಿಭಟನಾಕಾರರನ್ನು ಹತ್ತಿಕ್ಕಲು ಯಶಸ್ವಿಯಾಗಿದ್ದು ಮತ್ತು ಸಾವು ನೋವುಗಳ ಬಗ್ಗೆ ಮಾಹಿತಿ ಸಂಗ್ರಹಿಸಲಾಗುತ್ತಿದೆ ಎಂದು ಹೇಳಲಾಗಿದೆ. <box>38 611 272 788</box>
